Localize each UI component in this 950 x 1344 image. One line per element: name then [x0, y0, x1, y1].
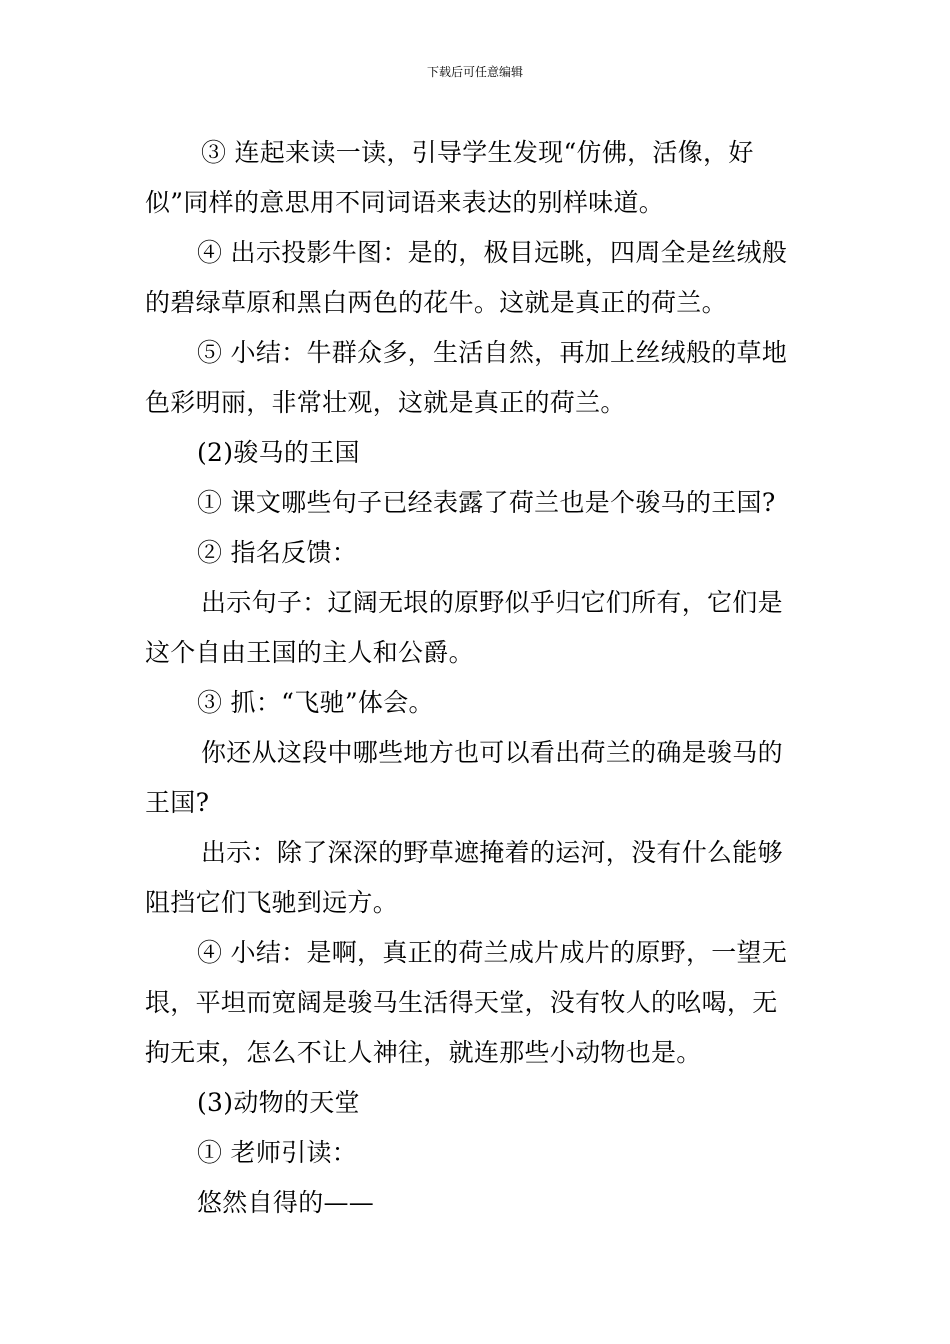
paragraph-line: 出示：除了深深的野草遮掩着的运河，没有什么能够 [201, 838, 783, 867]
paragraph-line: 这个自由王国的主人和公爵。 [145, 638, 474, 667]
paragraph-line: 阻挡它们飞驰到远方。 [145, 888, 399, 917]
paragraph-line: 垠，平坦而宽阔是骏马生活得天堂，没有牧人的吆喝，无 [145, 988, 778, 1017]
section-heading: (2)骏马的王国 [197, 438, 360, 467]
paragraph-line: 你还从这段中哪些地方也可以看出荷兰的确是骏马的 [201, 738, 783, 767]
paragraph-line: ⑤ 小结：牛群众多，生活自然，再加上丝绒般的草地 [197, 338, 788, 367]
paragraph-line: 王国? [145, 788, 210, 817]
paragraph-line: 色彩明丽，非常壮观，这就是真正的荷兰。 [145, 388, 626, 417]
paragraph-line: 出示句子：辽阔无垠的原野似乎归它们所有，它们是 [201, 588, 783, 617]
paragraph-line: ③ 抓：“飞驰”体会。 [197, 688, 434, 717]
paragraph-line: ① 老师引读： [197, 1138, 358, 1167]
paragraph-line: ④ 小结：是啊，真正的荷兰成片成片的原野，一望无 [197, 938, 788, 967]
paragraph-line: ① 课文哪些句子已经表露了荷兰也是个骏马的王国? [197, 488, 776, 517]
page-header: 下载后可任意编辑 [426, 65, 523, 79]
paragraph-line: 的碧绿草原和黑白两色的花牛。这就是真正的荷兰。 [145, 288, 727, 317]
document-body [145, 128, 810, 1228]
paragraph-line: ④ 出示投影牛图：是的，极目远眺，四周全是丝绒般 [197, 238, 788, 267]
paragraph-line: ② 指名反馈： [197, 538, 358, 567]
paragraph-line: 拘无束，怎么不让人神往，就连那些小动物也是。 [145, 1038, 702, 1067]
paragraph-line: 似”同样的意思用不同词语来表达的别样味道。 [145, 188, 665, 217]
section-heading: (3)动物的天堂 [197, 1088, 360, 1117]
paragraph-line: ③ 连起来读一读，引导学生发现“仿佛，活像，好 [201, 138, 754, 167]
paragraph-line: 悠然自得的—— [197, 1188, 375, 1217]
